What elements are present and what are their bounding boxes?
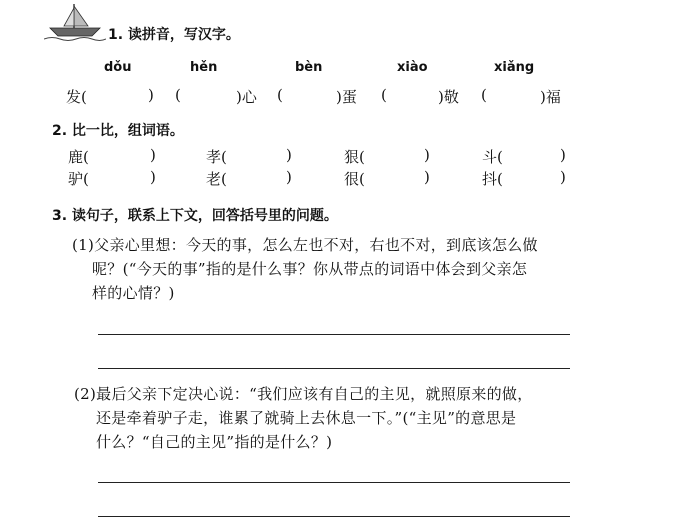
compare-dou: 斗( bbox=[482, 148, 503, 166]
compare-xiao-close: ) bbox=[286, 146, 292, 164]
compare-hen1-close: ) bbox=[424, 146, 430, 164]
word-blank-fa-close: ) bbox=[148, 86, 154, 104]
pinyin-3: bèn bbox=[295, 60, 323, 75]
answer-line-2a bbox=[98, 482, 570, 483]
pinyin-1: dǒu bbox=[104, 60, 132, 75]
compare-lao-close: ) bbox=[286, 168, 292, 186]
question1-line2: 呢？(“今天的事”指的是什么事？你从带点的词语中体会到父亲怎 bbox=[92, 260, 528, 278]
compare-xiao: 孝( bbox=[206, 148, 227, 166]
pinyin-2: hěn bbox=[190, 60, 218, 75]
question1-line1: (1)父亲心里想：今天的事，怎么左也不对，右也不对，到底该怎么做 bbox=[72, 236, 538, 254]
sailboat-icon bbox=[44, 2, 106, 42]
section2-title: 2. 比一比，组词语。 bbox=[52, 123, 184, 139]
answer-line-1b bbox=[98, 368, 570, 369]
question1-line3: 样的心情？) bbox=[92, 284, 175, 302]
compare-hen1: 狠( bbox=[344, 148, 365, 166]
compare-lu: 鹿( bbox=[68, 148, 89, 166]
word-blank-dan-open: ( bbox=[277, 86, 283, 104]
compare-dou-close: ) bbox=[560, 146, 566, 164]
answer-line-2b bbox=[98, 516, 570, 517]
question2-line3: 什么？“自己的主见”指的是什么？) bbox=[96, 433, 333, 451]
pinyin-5: xiǎng bbox=[494, 60, 535, 75]
word-blank-fu-open: ( bbox=[481, 86, 487, 104]
word-blank-jing-close: )敬 bbox=[438, 88, 459, 106]
word-blank-xin-close: )心 bbox=[236, 88, 257, 106]
word-blank-xin-open: ( bbox=[175, 86, 181, 104]
section3-title: 3. 读句子，联系上下文，回答括号里的问题。 bbox=[52, 208, 338, 224]
compare-dou2-close: ) bbox=[560, 168, 566, 186]
section1-title: 1. 读拼音，写汉字。 bbox=[108, 27, 240, 43]
compare-lv-close: ) bbox=[150, 168, 156, 186]
word-blank-fu-close: )福 bbox=[540, 88, 561, 106]
word-blank-jing-open: ( bbox=[381, 86, 387, 104]
question2-line1: (2)最后父亲下定决心说：“我们应该有自己的主见，就照原来的做， bbox=[74, 385, 533, 403]
word-blank-dan-close: )蛋 bbox=[336, 88, 357, 106]
question2-line2: 还是牵着驴子走，谁累了就骑上去休息一下。”(“主见”的意思是 bbox=[96, 409, 517, 427]
answer-line-1a bbox=[98, 334, 570, 335]
compare-lu-close: ) bbox=[150, 146, 156, 164]
compare-hen2-close: ) bbox=[424, 168, 430, 186]
pinyin-4: xiào bbox=[397, 60, 428, 75]
word-blank-fa-open: 发( bbox=[66, 88, 87, 106]
compare-dou2: 抖( bbox=[482, 170, 503, 188]
compare-hen2: 很( bbox=[344, 170, 365, 188]
compare-lv: 驴( bbox=[68, 170, 89, 188]
compare-lao: 老( bbox=[206, 170, 227, 188]
